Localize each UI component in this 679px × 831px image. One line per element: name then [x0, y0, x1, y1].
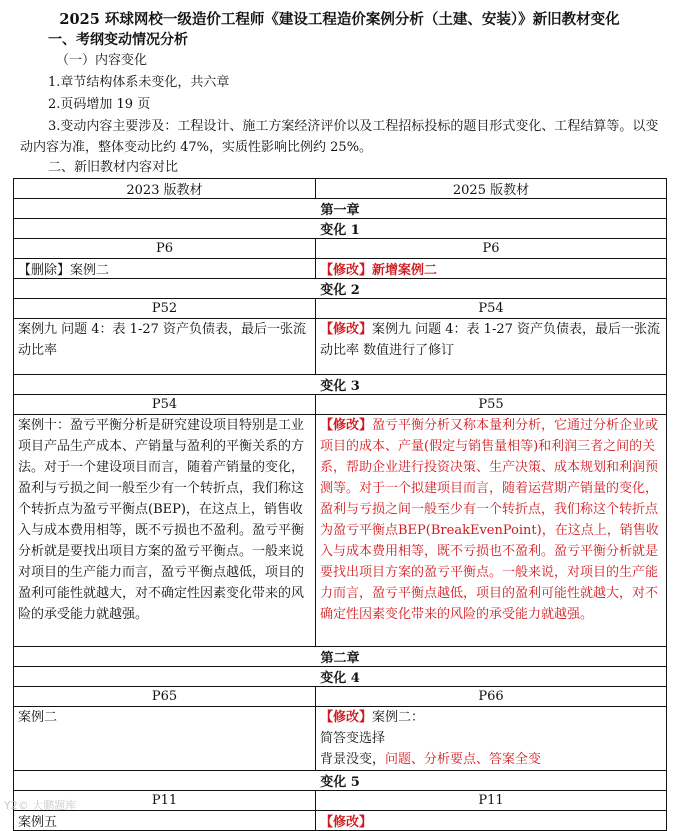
- c2-new-tag: 【修改】: [320, 322, 373, 337]
- c2-page-old: P52: [14, 299, 316, 319]
- c1-old-text: 案例二: [70, 263, 110, 278]
- c1-new-cell: 【修改】新增案例二: [316, 259, 667, 279]
- c1-page-old: P6: [14, 239, 316, 259]
- c3-new-text: 盈亏平衡分析又称本量利分析，它通过分析企业或项目的成本、产量(假定与销售量相等)和利润三者之间的关系，帮助企业进行投资决策、生产决策、成本规划和利润预测等。对于一个拟建项目而言，随着运营期产销量的变化，盈利与亏损之间一般至少有一个转折点，我们称这个转折点为盈亏平衡点BEP(BreakEvenPoint)，在这点上，销售收入与成本费用相等，既不亏损也不盈利。盈亏平衡分析就是要找出项目方案的盈亏平衡点。一般来说，对项目的生产能力而言，盈亏平衡点越低，项目的盈利可能性就越大，对不确定性因素变化带来的风险的承受能力就越强。: [320, 418, 659, 622]
- c5-page-new: P11: [316, 791, 667, 811]
- section1-item-2: 2.页码增加 19 页: [48, 97, 151, 112]
- header-old: 2023 版教材: [14, 179, 316, 199]
- c4-new-line2: 简答变选择: [320, 731, 386, 746]
- section1-item-3: 3.变动内容主要涉及：工程设计、施工方案经济评价以及工程招标投标的题目形式变化、工程结算等。以变动内容为准，整体变动比约 47%，实质性影响比例约 25%。: [20, 119, 659, 155]
- c4-new-tag: 【修改】: [320, 710, 373, 725]
- change-3-row: 变化 3: [14, 375, 667, 395]
- change-4-row: 变化 4: [14, 667, 667, 687]
- c4-new-line3-black: 背景没变，: [320, 752, 386, 767]
- c5-page-old: P11: [14, 791, 316, 811]
- section2-heading: 二、新旧教材内容对比: [48, 160, 179, 175]
- c3-new-tag: 【修改】: [320, 418, 373, 433]
- c2-new-cell: [316, 319, 667, 375]
- document-page: [0, 10, 679, 830]
- section1-subheading: （一）内容变化: [56, 53, 148, 68]
- c4-new-cell: [316, 707, 667, 771]
- section1-heading: 一、考纲变动情况分析: [48, 32, 188, 48]
- c4-old-cell: 案例二: [14, 707, 316, 771]
- c5-new-cell: 【修改】: [316, 811, 667, 831]
- c2-new-text: 案例九 问题 4：表 1-27 资产负债表，最后一张流动比率 数值进行了修订: [320, 322, 661, 358]
- section1-item-1: 1.章节结构体系未变化，共六章: [48, 75, 230, 90]
- watermark: Y2© 大鹏题库: [4, 799, 77, 812]
- c2-old-cell: 案例九 问题 4：表 1-27 资产负债表，最后一张流动比率: [14, 319, 316, 375]
- c1-old-cell: [14, 259, 316, 279]
- change-5-row: 变化 5: [14, 771, 667, 791]
- c4-page-old: P65: [14, 687, 316, 707]
- c3-old-cell: 案例十：盈亏平衡分析是研究建设项目特别是工业项目产品生产成本、产销量与盈利的平衡关系的方法。对于一个建设项目而言，随着产销量的变化，盈利与亏损之间一般至少有一个转折点，我们称这个转折点为盈亏平衡点(BEP)，在这点上，销售收入与成本费用相等，既不亏损也不盈利。盈亏平衡分析就是要找出项目方案的盈亏平衡点。一般来说对项目的生产能力而言，盈亏平衡点越低，项目的盈利可能性就越大，对不确定性因素变化带来的风险的承受能力就越强。: [14, 415, 316, 647]
- c3-page-new: P55: [316, 395, 667, 415]
- c1-page-new: P6: [316, 239, 667, 259]
- c4-new-line1: 案例二：: [372, 710, 425, 725]
- c4-page-new: P66: [316, 687, 667, 707]
- document-title: 2025 环球网校一级造价工程师《建设工程造价案例分析（土建、安装）》新旧教材变化: [59, 11, 620, 28]
- change-1-row: 变化 1: [14, 219, 667, 239]
- header-new: 2025 版教材: [316, 179, 667, 199]
- change-2-row: 变化 2: [14, 279, 667, 299]
- c4-new-line3-red: 问题、分析要点、答案全变: [385, 752, 542, 767]
- chapter-1-row: 第一章: [14, 199, 667, 219]
- c1-old-tag: 【删除】: [18, 263, 71, 278]
- comparison-table: [13, 178, 667, 831]
- c3-page-old: P54: [14, 395, 316, 415]
- c2-page-new: P54: [316, 299, 667, 319]
- c5-old-cell: 案例五: [14, 811, 316, 831]
- chapter-2-row: 第二章: [14, 647, 667, 667]
- c3-new-cell: [316, 415, 667, 647]
